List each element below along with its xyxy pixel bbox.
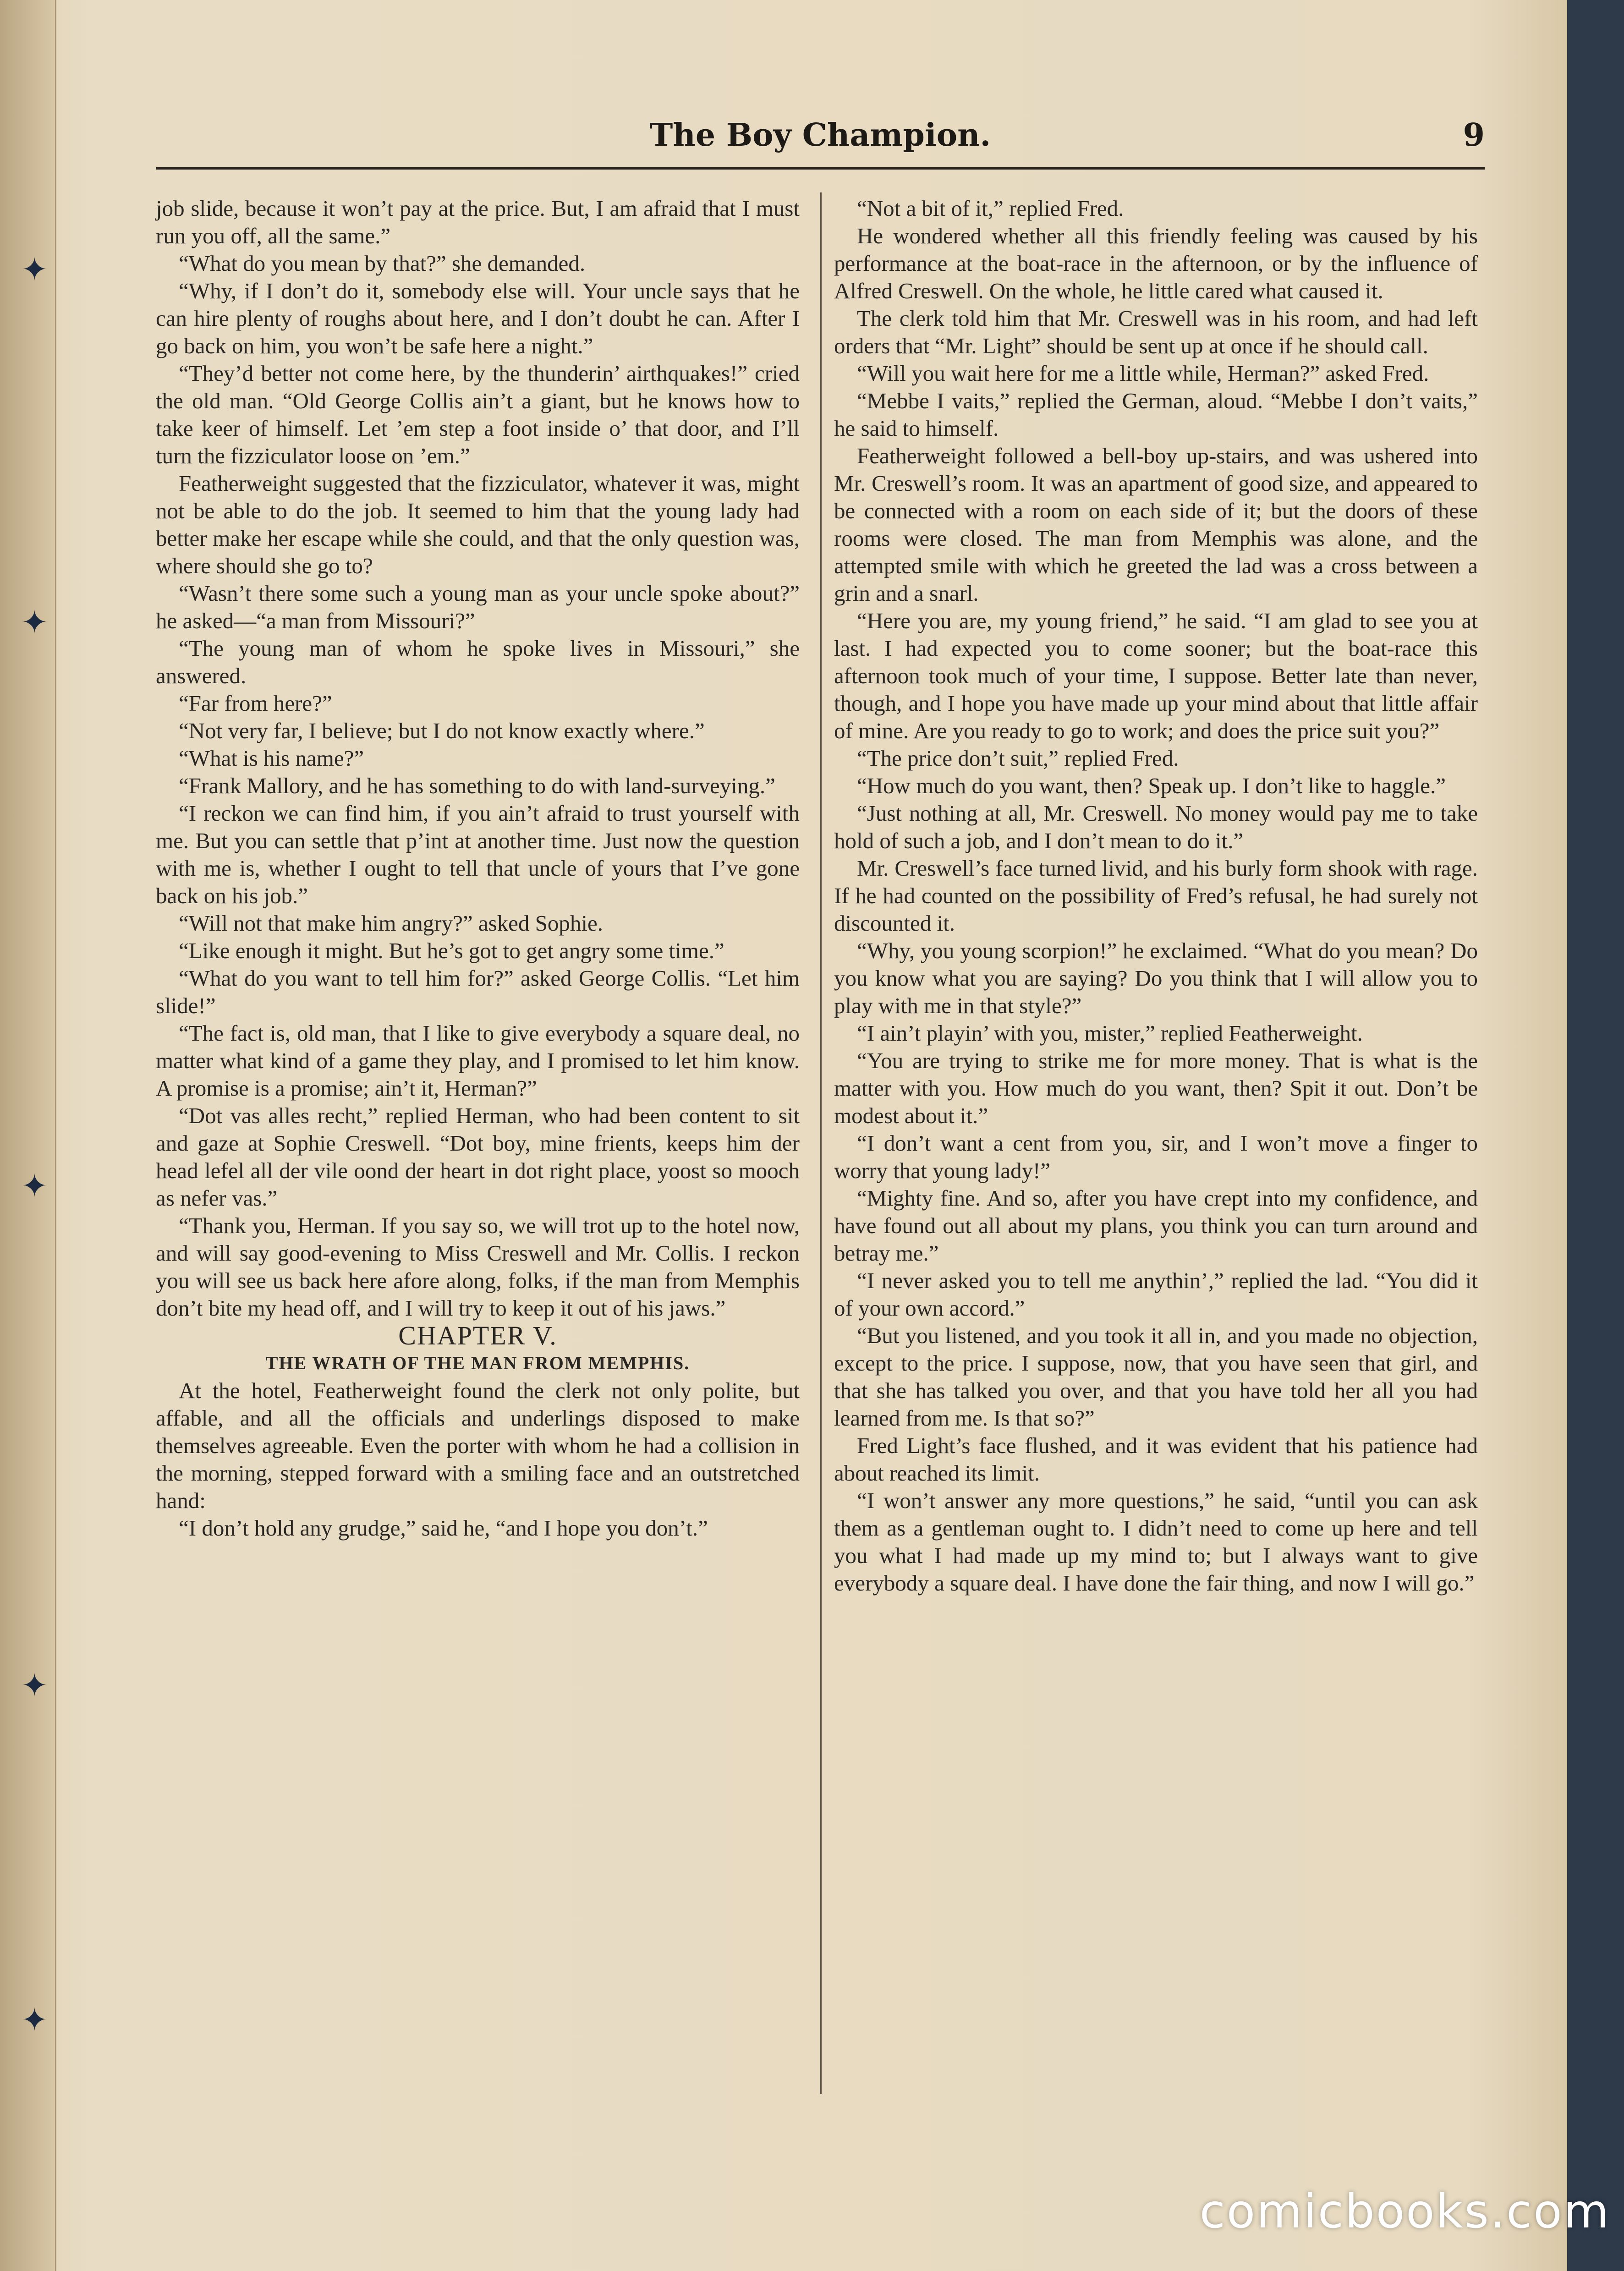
- paragraph: Featherweight followed a bell-boy up-stairs, and was ushered into Mr. Creswell’s room. It was an apartment of good size, and appeared to be connected with a room on each side of it; but the doors of these rooms were closed. The man from Memphis was alone, and the attempted smile with which he greeted the lad was a cross between a grin and a snarl.: [834, 443, 1478, 606]
- paragraph: “You are trying to strike me for more money. That is what is the matter with you. How much do you want, then? Spit it out. Don’t be modest about it.”: [834, 1048, 1478, 1128]
- paragraph: “Like enough it might. But he’s got to get angry some time.”: [179, 938, 724, 963]
- paragraph: “I won’t answer any more questions,” he said, “until you can ask them as a gentleman ought to. I didn’t need to come up here and tell you what I had made up my mind to; but I always want to give everybody a square deal. I have done the fair thing, and now I will go.”: [834, 1488, 1478, 1596]
- paragraph: “Will you wait here for me a little while, Herman?” asked Fred.: [857, 361, 1429, 386]
- paragraph: Featherweight suggested that the fizziculator, whatever it was, might not be able to do the job. It seemed to him that the young lady had better make her escape while she could, and that the only question was, where should she go to?: [156, 471, 800, 578]
- stitch-mark-icon: ✦: [21, 603, 48, 641]
- paragraph: “I don’t want a cent from you, sir, and I won’t move a finger to worry that young lady!”: [834, 1130, 1478, 1183]
- paragraph: “I ain’t playin’ with you, mister,” replied Featherweight.: [857, 1020, 1363, 1046]
- paragraph: At the hotel, Featherweight found the clerk not only polite, but affable, and all the officials and underlings disposed to make themselves agreeable. Even the porter with whom he had a collision in the morning, stepped forward with a smiling face and an outstretched hand:: [156, 1378, 800, 1513]
- paragraph: He wondered whether all this friendly feeling was caused by his performance at the boat-race in the afternoon, or by the influence of Alfred Creswell. On the whole, he little cared what caused it.: [834, 223, 1478, 303]
- watermark: comicbooks.com: [1199, 2184, 1610, 2239]
- paragraph: “The young man of whom he spoke lives in Missouri,” she answered.: [156, 636, 800, 688]
- paragraph: “They’d better not come here, by the thunderin’ airthquakes!” cried the old man. “Old George Collis ain’t a giant, but he knows how to take keer of himself. Let ’em step a foot inside o’ that door, and I’ll turn the fizziculator loose on ’em.”: [156, 361, 800, 468]
- paragraph: “What do you mean by that?” she demanded.: [179, 251, 586, 276]
- page-number: 9: [1463, 117, 1485, 154]
- stitch-mark-icon: ✦: [21, 251, 48, 288]
- paragraph: “Why, if I don’t do it, somebody else will. Your uncle says that he can hire plenty of roughs about here, and I don’t doubt he can. After I go back on him, you won’t be safe here a night.”: [156, 278, 800, 358]
- paragraph: The clerk told him that Mr. Creswell was in his room, and had left orders that “Mr. Light” should be sent up at once if he should call.: [834, 306, 1478, 358]
- paragraph: “Frank Mallory, and he has something to do with land-surveying.”: [179, 773, 775, 798]
- paragraph: “Mebbe I vaits,” replied the German, aloud. “Mebbe I don’t vaits,” he said to himself.: [834, 388, 1478, 441]
- stitch-mark-icon: ✦: [21, 2001, 48, 2039]
- paragraph: “What do you want to tell him for?” asked George Collis. “Let him slide!”: [156, 965, 800, 1018]
- running-title: The Boy Champion.: [649, 117, 991, 154]
- paragraph: “Here you are, my young friend,” he said. “I am glad to see you at last. I had expected you to come sooner; but the boat-race this afternoon took much of your time, I suppose. Better late than never, though, and I hope you have made up your mind about that little affair of mine. Are you ready to go to work; and does the price suit you?”: [834, 608, 1478, 743]
- chapter-subtitle: THE WRATH OF THE MAN FROM MEMPHIS.: [265, 1353, 690, 1373]
- paragraph: “I don’t hold any grudge,” said he, “and I hope you don’t.”: [179, 1515, 708, 1541]
- paragraph: “Just nothing at all, Mr. Creswell. No money would pay me to take hold of such a job, and I don’t mean to do it.”: [834, 801, 1478, 853]
- paragraph: “Will not that make him angry?” asked Sophie.: [179, 911, 604, 936]
- stitch-mark-icon: ✦: [21, 1167, 48, 1205]
- paragraph: Mr. Creswell’s face turned livid, and his burly form shook with rage. If he had counted on the possibility of Fred’s refusal, he had surely not discounted it.: [834, 856, 1478, 936]
- stitch-mark-icon: ✦: [21, 1667, 48, 1704]
- paragraph: “The price don’t suit,” replied Fred.: [857, 746, 1179, 771]
- page-binding: [0, 0, 56, 2271]
- paragraph: “Why, you young scorpion!” he exclaimed. “What do you mean? Do you know what you are saying? Do you think that I will allow you to play with me in that style?”: [834, 938, 1478, 1018]
- paragraph: “I never asked you to tell me anythin’,” replied the lad. “You did it of your own accord.”: [834, 1268, 1478, 1321]
- paragraph: “Far from here?”: [179, 691, 332, 716]
- right-column: [834, 195, 1478, 1597]
- chapter-title: CHAPTER V.: [398, 1321, 557, 1350]
- paragraph: “Thank you, Herman. If you say so, we will trot up to the hotel now, and will say good-evening to Miss Creswell and Mr. Collis. I reckon you will see us back here afore along, folks, if the man from Memphis don’t bite my head off, and I will try to keep it out of his jaws.”: [156, 1213, 800, 1321]
- column-divider: [820, 192, 822, 2094]
- paragraph: “Not a bit of it,” replied Fred.: [857, 196, 1124, 221]
- paragraph: “But you listened, and you took it all in, and you made no objection, except to the price. I suppose, now, that you have seen that girl, and that she has talked you over, and that you have told her all you had learned from me. Is that so?”: [834, 1323, 1478, 1431]
- left-column: [156, 195, 800, 1542]
- paragraph: “How much do you want, then? Speak up. I don’t like to haggle.”: [857, 773, 1446, 798]
- paragraph: “Wasn’t there some such a young man as your uncle spoke about?” he asked—“a man from Missouri?”: [156, 581, 800, 633]
- paragraph: Fred Light’s face flushed, and it was evident that his patience had about reached its limit.: [834, 1433, 1478, 1486]
- paragraph: “The fact is, old man, that I like to give everybody a square deal, no matter what kind of a game they play, and I promised to let him know. A promise is a promise; ain’t it, Herman?”: [156, 1020, 800, 1101]
- paragraph: “Mighty fine. And so, after you have crept into my confidence, and have found out all about my plans, you think you can turn around and betray me.”: [834, 1185, 1478, 1266]
- page-header: [156, 117, 1485, 170]
- paragraph: job slide, because it won’t pay at the price. But, I am afraid that I must run you off, all the same.”: [156, 196, 800, 248]
- paragraph: “I reckon we can find him, if you ain’t afraid to trust yourself with me. But you can settle that p’int at another time. Just now the question with me is, whether I ought to tell that uncle of yours that I’ve gone back on his job.”: [156, 801, 800, 908]
- paragraph: “Dot vas alles recht,” replied Herman, who had been content to sit and gaze at Sophie Creswell. “Dot boy, mine frients, keeps him der head lefel all der vile oond der heart in dot right place, yoost so mooch as nefer vas.”: [156, 1103, 800, 1211]
- paragraph: “What is his name?”: [179, 746, 364, 771]
- paragraph: “Not very far, I believe; but I do not know exactly where.”: [179, 718, 705, 743]
